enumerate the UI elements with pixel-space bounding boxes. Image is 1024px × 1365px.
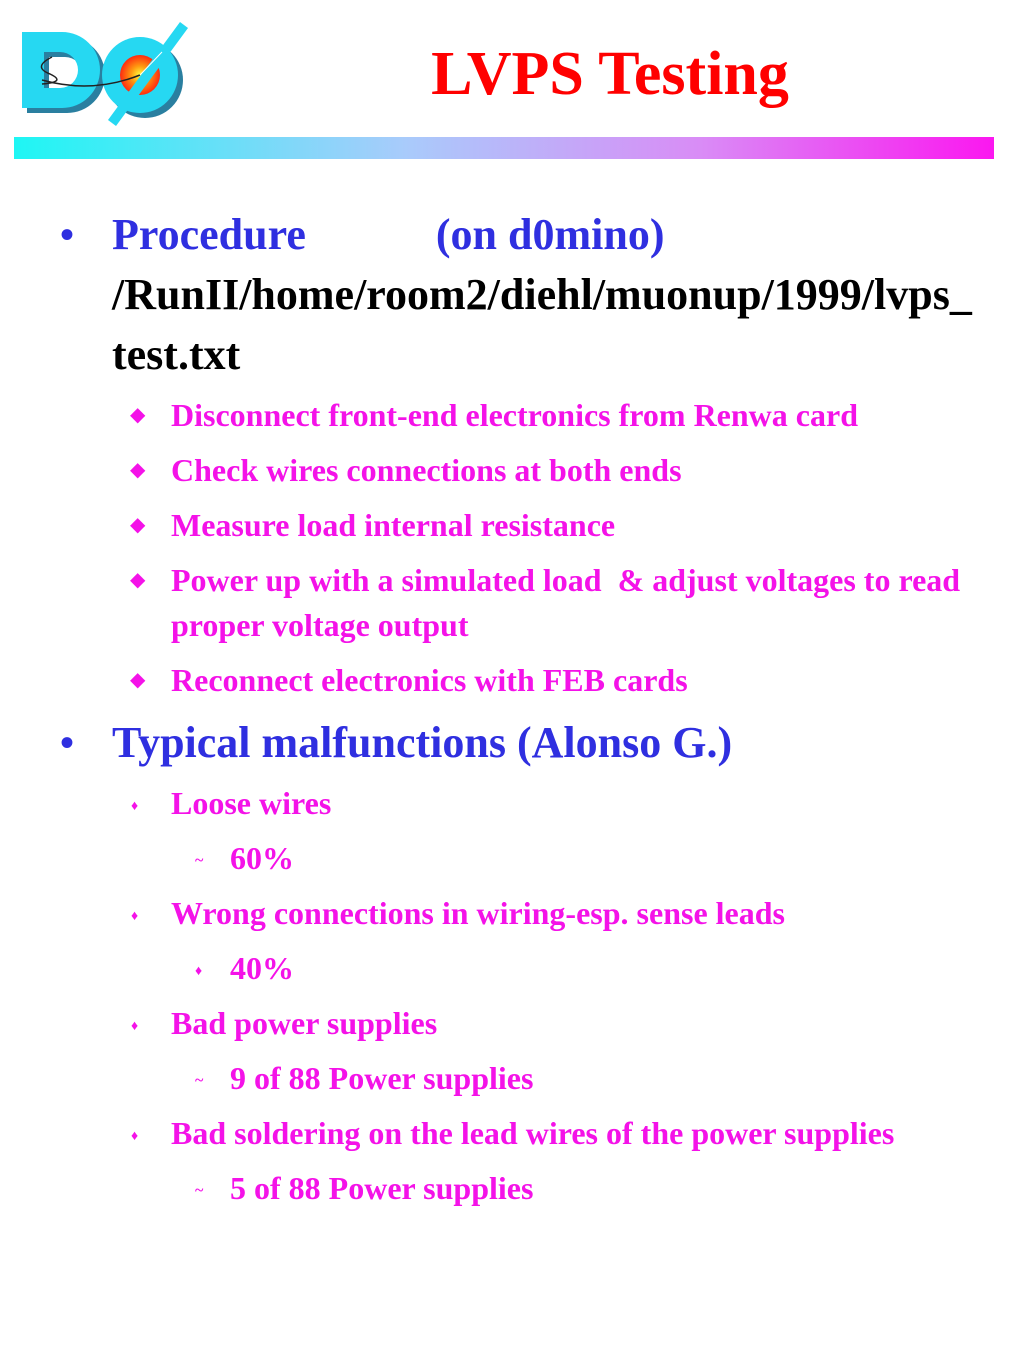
procedure-step <box>0 503 1024 548</box>
slide-content <box>0 205 1024 1221</box>
malfunction-label: Bad soldering on the lead wires of the power supplies <box>171 1115 895 1151</box>
procedure-step-text: Power up with a simulated load & adjust voltages to read proper voltage output <box>171 562 969 643</box>
malfunction-label: Bad power supplies <box>171 1005 438 1041</box>
procedure-step <box>0 658 1024 703</box>
malfunction-detail <box>0 836 1024 881</box>
diamond-bullet-icon: ◆ <box>130 514 146 536</box>
small-diamond-bullet-icon: ♦ <box>131 1129 139 1144</box>
procedure-bullet <box>0 205 1024 385</box>
diamond-bullet-icon: ◆ <box>130 569 146 591</box>
diamond-bullet-icon: ◆ <box>130 669 146 691</box>
malfunctions-bullet <box>0 713 1024 773</box>
procedure-step-text: Disconnect front-end electronics from Renwa card <box>171 397 858 433</box>
malfunction-detail-text: 9 of 88 Power supplies <box>230 1060 534 1096</box>
procedure-step <box>0 558 1024 648</box>
procedure-location: (on d0mino) <box>435 210 665 259</box>
malfunction-item <box>0 1001 1024 1046</box>
malfunction-detail-text: 40% <box>230 950 294 986</box>
malfunction-label: Wrong connections in wiring-esp. sense leads <box>171 895 785 931</box>
malfunction-item <box>0 1111 1024 1156</box>
small-diamond-bullet-icon: ♦ <box>131 799 139 814</box>
malfunction-detail <box>0 1056 1024 1101</box>
malfunction-detail <box>0 946 1024 991</box>
procedure-step <box>0 448 1024 493</box>
tilde-bullet-icon: ~ <box>195 1182 204 1199</box>
diamond-bullet-icon: ◆ <box>130 459 146 481</box>
small-diamond-bullet-icon: ♦ <box>131 1019 139 1034</box>
tilde-bullet-icon: ~ <box>195 852 204 869</box>
malfunction-detail-text: 60% <box>230 840 294 876</box>
round-bullet-icon: • <box>60 720 75 765</box>
malfunction-detail <box>0 1166 1024 1211</box>
procedure-step <box>0 393 1024 438</box>
small-diamond-bullet-icon: ♦ <box>131 909 139 924</box>
d0-experiment-logo-icon <box>12 12 192 127</box>
procedure-label: Procedure <box>112 210 306 259</box>
malfunction-detail-text: 5 of 88 Power supplies <box>230 1170 534 1206</box>
malfunction-item <box>0 781 1024 826</box>
procedure-step-text: Measure load internal resistance <box>171 507 616 543</box>
tilde-bullet-icon: ~ <box>195 1072 204 1089</box>
diamond-bullet-icon: ◆ <box>130 404 146 426</box>
procedure-step-text: Reconnect electronics with FEB cards <box>171 662 688 698</box>
malfunction-item <box>0 891 1024 936</box>
procedure-file-path: /RunII/home/room2/diehl/muonup/1999/lvps_test.txt <box>112 270 972 379</box>
small-diamond-bullet-icon: ♦ <box>195 964 203 979</box>
procedure-step-text: Check wires connections at both ends <box>171 452 682 488</box>
slide-title: LVPS Testing <box>431 40 789 108</box>
malfunction-label: Loose wires <box>171 785 332 821</box>
title-gradient-bar <box>14 137 994 159</box>
malfunctions-label: Typical malfunctions (Alonso G.) <box>112 718 733 767</box>
round-bullet-icon: • <box>60 212 75 257</box>
